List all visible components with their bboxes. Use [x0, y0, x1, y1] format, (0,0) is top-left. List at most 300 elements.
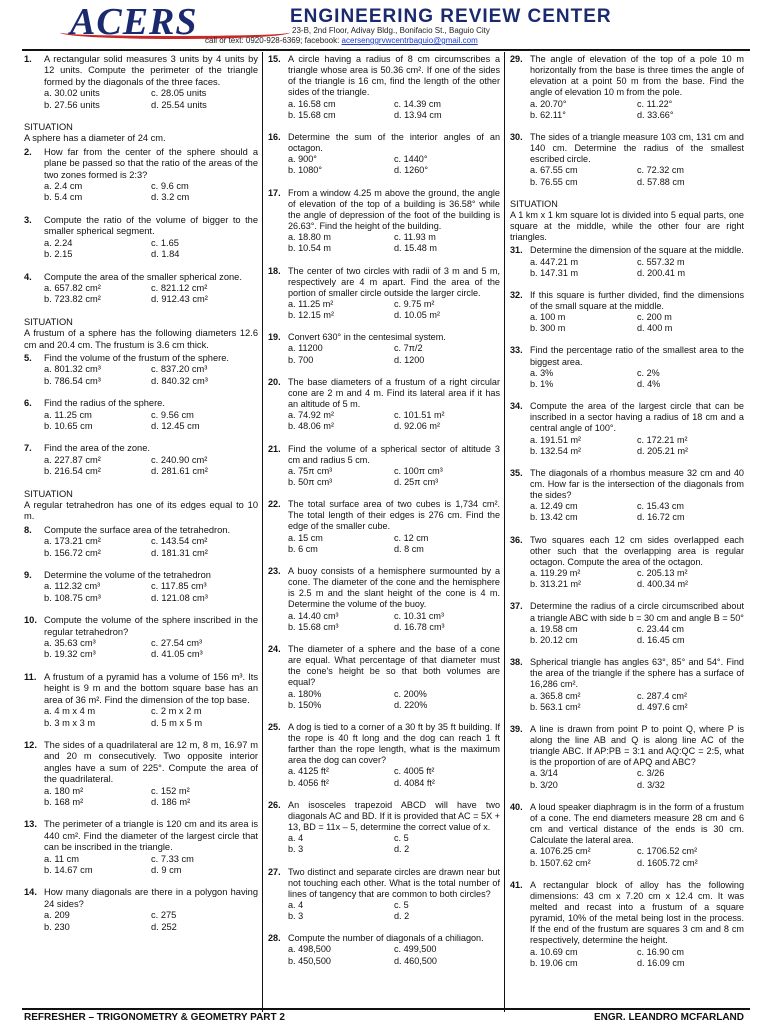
answer-option: a. 18.80 m	[288, 232, 331, 243]
question-item	[24, 570, 258, 604]
answer-option: c. 9.75 m²	[394, 298, 435, 309]
question-text: A buoy consists of a hemisphere surmounted by a cone. The diameter of the cone and the hemisphere is 2.5 m and the slant height of the cone is 4 m. Determine the volume of the buoy.	[288, 565, 500, 610]
answer-option: a. 14.40 cm³	[288, 610, 339, 621]
email-link[interactable]: acersenggrvwcentrbaguio@gmail.com	[341, 36, 478, 45]
answer-option: b. 300 m	[530, 323, 566, 334]
answer-options	[44, 536, 258, 559]
answer-options	[288, 232, 500, 254]
question-item	[268, 800, 500, 856]
situation-text: A 1 km x 1 km square lot is divided into 5 equal parts, one square at the middle, while the other four are right triangles.	[510, 209, 744, 243]
answer-option: d. 33.66°	[637, 109, 674, 120]
question-text: Two distinct and separate circles are drawn near but not touching each other. What is the total number of lines of tangency that are common to both circles?	[288, 866, 500, 899]
answer-option: a. 180%	[288, 688, 322, 699]
question-number: 22.	[268, 499, 281, 510]
answer-option: b. 19.06 cm	[530, 957, 578, 968]
question-text: Spherical triangle has angles 63°, 85° and 54°. Find the area of the triangle if the sphere has a surface of 16,286 cm².	[530, 657, 744, 690]
answer-option: a. 4125 ft²	[288, 766, 329, 777]
question-text: A rectangular block of alloy has the following dimensions: 43 cm x 7.20 cm x 12.4 cm. It was melted and recast into a frustum of a square pyramid, 10% of the metal being lost in the process. If the end of the frustum are squares 3 cm and 8 cm respectively, determine the height.	[530, 879, 744, 946]
answer-option: a. 3/14	[530, 768, 558, 779]
answer-option: c. 205.13 m²	[637, 568, 688, 579]
question-number: 34.	[510, 401, 523, 412]
question-item	[510, 245, 744, 278]
situation-text: A sphere has a diameter of 24 cm.	[24, 133, 166, 144]
answer-option: a. 365.8 cm²	[530, 690, 581, 701]
answer-options	[530, 691, 744, 713]
question-item	[268, 266, 500, 322]
answer-option: d. 13.94 cm	[394, 109, 442, 120]
answer-option: c. 27.54 cm³	[151, 638, 203, 649]
answer-option: d. 121.08 cm³	[151, 592, 208, 603]
answer-option: b. 1%	[530, 378, 554, 389]
answer-option: d. 200.41 m	[637, 267, 686, 278]
answer-option: b. 15.68 cm	[288, 109, 336, 120]
answer-option: a. 11200	[288, 343, 323, 354]
answer-options	[530, 368, 744, 390]
answer-option: b. 168 m²	[44, 796, 84, 807]
answer-option: c. 9.6 cm	[151, 181, 189, 192]
situation-block	[24, 489, 258, 523]
answer-option: c. 12 cm	[394, 532, 429, 543]
question-item	[510, 535, 744, 591]
answer-option: d. 186 m²	[151, 796, 191, 807]
brand-name: ENGINEERING REVIEW CENTER	[290, 6, 612, 27]
question-text: Convert 630° in the centesimal system.	[288, 332, 446, 343]
answer-options	[44, 910, 258, 933]
answer-options	[530, 435, 744, 457]
answer-option: a. 801.32 cm³	[44, 364, 101, 375]
answer-option: b. 2.15	[44, 249, 73, 260]
answer-options	[530, 312, 744, 334]
answer-option: a. 20.70°	[530, 98, 567, 109]
situation-title: SITUATION	[24, 122, 73, 133]
answer-option: d. 3.2 cm	[151, 192, 190, 203]
question-number: 4.	[24, 271, 32, 282]
question-number: 9.	[24, 570, 32, 581]
answer-option: c. 15.43 cm	[637, 501, 685, 512]
answer-option: b. 216.54 cm²	[44, 466, 101, 477]
answer-option: a. 900°	[288, 154, 317, 165]
answer-option: b. 150%	[288, 699, 322, 710]
question-text: The diameter of a sphere and the base of a cone are equal. What percentage of that diameter must the cone's height be so that both volumes are equal?	[288, 643, 500, 688]
answer-option: b. 156.72 cm²	[44, 547, 101, 558]
answer-option: c. 2 m x 2 m	[151, 706, 202, 717]
answer-option: c. 11.22°	[637, 98, 673, 109]
question-item	[268, 54, 500, 121]
answer-option: a. 173.21 cm²	[44, 536, 101, 547]
situation-block	[510, 199, 744, 244]
answer-option: b. 563.1 cm²	[530, 701, 581, 712]
answer-options	[288, 533, 500, 555]
question-number: 13.	[24, 819, 37, 830]
answer-option: c. 72.32 cm	[637, 165, 685, 176]
answer-options	[288, 466, 500, 488]
answer-option: d. 1.84	[151, 249, 180, 260]
question-text: A dog is tied to a corner of a 30 ft by 35 ft building. If the rope is 40 ft long and the dog can reach 1 ft farther than the rope length, what is the maximum area the dog can cover?	[288, 721, 500, 766]
question-text: Compute the surface area of the tetrahedron.	[44, 524, 231, 535]
question-number: 20.	[268, 376, 281, 387]
question-text: Find the area of the zone.	[44, 443, 150, 454]
question-text: If this square is further divided, find the dimensions of the small square at the middle.	[530, 289, 744, 311]
question-item	[24, 215, 258, 261]
answer-option: b. 6 cm	[288, 543, 318, 554]
answer-options	[288, 944, 500, 966]
answer-option: b. 3	[288, 911, 304, 922]
question-text: Determine the dimension of the square at the middle.	[530, 245, 744, 256]
answer-option: d. 16.72 cm	[637, 512, 685, 523]
answer-option: c. 200 m	[637, 312, 672, 323]
answer-option: d. 220%	[394, 699, 428, 710]
question-number: 10.	[24, 615, 37, 626]
question-number: 24.	[268, 643, 281, 654]
question-number: 2.	[24, 146, 32, 157]
answer-option: b. 313.21 m²	[530, 579, 582, 590]
question-text: Determine the volume of the tetrahedron	[44, 570, 211, 581]
answer-option: d. 25π cm³	[394, 477, 439, 487]
answer-option: b. 723.82 cm²	[44, 294, 101, 305]
question-item	[268, 867, 500, 923]
question-number: 5.	[24, 352, 32, 363]
answer-option: c. 837.20 cm³	[151, 364, 208, 375]
question-number: 15.	[268, 54, 281, 64]
answer-option: c. 10.31 cm³	[394, 610, 445, 621]
question-text: An isosceles trapezoid ABCD will have two diagonals AC and BD. If it is provided that AC = 5X + 13, BD = 11x – 5, determine the correct value of x.	[288, 799, 500, 833]
question-number: 31.	[510, 245, 523, 256]
question-item	[268, 444, 500, 489]
question-item	[24, 819, 258, 876]
answer-options	[44, 283, 258, 306]
answer-options	[44, 88, 258, 111]
question-item	[24, 54, 258, 111]
answer-option: d. 281.61 cm²	[151, 466, 208, 477]
answer-option: a. 1076.25 cm²	[530, 846, 591, 857]
question-text: The angle of elevation of the top of a pole 10 m horizontally from the base is three times the angle of elevation at a point 50 m from the base. Find the angle of elevation 10 m from the pole.	[530, 54, 744, 98]
answer-option: c. 11.93 m	[394, 232, 436, 243]
answer-option: a. 4	[288, 900, 304, 910]
question-item	[510, 132, 744, 188]
question-number: 29.	[510, 54, 523, 64]
answer-options	[288, 689, 500, 711]
address-line: 23-B, 2nd Floor, Adivay Bldg., Bonifacio St., Baguio City	[292, 26, 490, 35]
answer-option: a. 191.51 m²	[530, 434, 582, 445]
answer-options	[44, 455, 258, 478]
question-number: 40.	[510, 801, 523, 812]
answer-option: a. 74.92 m²	[288, 410, 334, 421]
question-text: Find the radius of the sphere.	[44, 398, 165, 409]
question-number: 25.	[268, 721, 281, 732]
question-number: 7.	[24, 443, 32, 454]
answer-option: d. 92.06 m²	[394, 421, 440, 432]
answer-option: a. 75π cm³	[288, 465, 333, 476]
column-1	[24, 54, 258, 944]
question-item	[268, 722, 500, 789]
question-item	[24, 615, 258, 661]
question-item	[268, 132, 500, 177]
question-text: Determine the radius of a circle circumscribed about a triangle ABC with side b = 30 cm and angle B = 50°	[530, 601, 744, 623]
answer-options	[530, 165, 744, 187]
question-number: 21.	[268, 443, 281, 454]
answer-option: d. 252	[151, 921, 177, 932]
question-item	[510, 468, 744, 524]
question-text: The total surface area of two cubes is 1,734 cm². The total length of their edges is 276 cm. Find the edge of the smaller cube.	[288, 499, 500, 532]
answer-option: a. 30.02 units	[44, 88, 100, 99]
answer-option: b. 3	[288, 844, 304, 855]
question-number: 41.	[510, 879, 523, 890]
answer-options	[530, 846, 744, 868]
answer-options	[288, 299, 500, 321]
answer-option: c. 240.90 cm²	[151, 454, 208, 465]
answer-option: b. 450,500	[288, 955, 331, 966]
question-number: 38.	[510, 657, 523, 668]
answer-option: d. 912.43 cm²	[151, 294, 208, 305]
question-item	[24, 525, 258, 559]
question-item	[24, 443, 258, 477]
answer-options	[530, 624, 744, 646]
answer-option: d. 1200	[394, 354, 425, 365]
question-text: Compute the volume of the sphere inscribed in the regular tetrahedron?	[44, 615, 258, 637]
answer-option: d. 2	[394, 844, 410, 855]
answer-option: a. 119.29 m²	[530, 568, 581, 579]
question-number: 14.	[24, 887, 37, 898]
answer-option: d. 4084 ft²	[394, 777, 435, 788]
question-text: Compute the area of the largest circle that can be inscribed in a sector having a radius of 18 cm and a central angle of 100°.	[530, 401, 744, 434]
answer-options	[288, 611, 500, 633]
question-item	[510, 401, 744, 457]
question-item	[510, 345, 744, 390]
question-number: 36.	[510, 534, 523, 545]
question-item	[510, 802, 744, 869]
question-number: 39.	[510, 723, 523, 734]
column-2	[268, 54, 500, 978]
question-number: 11.	[24, 671, 37, 682]
answer-option: a. 11.25 cm	[44, 409, 92, 420]
answer-option: c. 1.65	[151, 237, 179, 248]
answer-options	[288, 99, 500, 121]
question-item	[24, 147, 258, 204]
question-number: 37.	[510, 601, 523, 612]
answer-option: d. 41.05 cm³	[151, 649, 203, 660]
answer-option: d. 5 m x 5 m	[151, 717, 203, 728]
question-number: 17.	[268, 187, 281, 198]
question-text: Compute the ratio of the volume of bigger to the smaller spherical segment.	[44, 214, 258, 237]
answer-option: d. 497.6 cm²	[637, 701, 688, 712]
question-number: 19.	[268, 332, 281, 343]
answer-option: d. 9 cm	[151, 864, 182, 875]
answer-option: d. 1605.72 cm²	[637, 857, 698, 868]
question-number: 26.	[268, 799, 281, 810]
answer-option: a. 2.24	[44, 237, 73, 248]
question-item	[268, 332, 500, 365]
answer-option: d. 10.05 m²	[394, 310, 440, 321]
answer-options	[530, 568, 744, 590]
question-number: 32.	[510, 289, 523, 300]
answer-option: c. 499,500	[394, 944, 437, 955]
contact-line	[205, 36, 478, 45]
answer-options	[44, 706, 258, 729]
answer-option: b. 147.31 m	[530, 267, 579, 278]
header-rule	[22, 49, 750, 51]
answer-option: c. 14.39 cm	[394, 98, 442, 109]
answer-option: c. 200%	[394, 688, 427, 699]
situation-title: SITUATION	[24, 488, 73, 499]
answer-option: b. 230	[44, 921, 70, 932]
question-number: 8.	[24, 524, 32, 535]
question-text: A circle having a radius of 8 cm circumscribes a triangle whose area is 50.36 cm². If one of the sides of the triangle is 16 cm, find the length of the other sides of the triangle.	[288, 54, 500, 98]
answer-option: c. 16.90 cm	[637, 946, 685, 957]
question-text: The sides of a quadrilateral are 12 m, 8 m, 16.97 m and 20 m consecutively. Two opposite interior angles have a sum of 225°. Compute the area of the quadrilateral.	[44, 739, 258, 785]
answer-option: c. 7π/2	[394, 343, 423, 354]
answer-option: c. 152 m²	[151, 785, 190, 796]
answer-option: c. 1440°	[394, 154, 428, 165]
answer-option: b. 13.42 cm	[530, 512, 578, 523]
answer-option: c. 9.56 cm	[151, 409, 194, 420]
footer-rule	[22, 1008, 750, 1010]
answer-option: c. 23.44 cm	[637, 623, 685, 634]
question-number: 3.	[24, 214, 32, 225]
question-text: From a window 4.25 m above the ground, the angle of elevation of the top of a building is 36.58° while the angle of depression of the foot of the building is 26.63°. Find the height of the building.	[288, 187, 500, 232]
question-item	[510, 290, 744, 335]
answer-option: b. 786.54 cm³	[44, 375, 101, 386]
answer-option: a. 447.21 m	[530, 256, 579, 267]
answer-option: a. 12.49 cm	[530, 501, 578, 512]
contact-text: call or text: 0920-928-6369; facebook:	[205, 36, 340, 45]
answer-options	[530, 257, 744, 279]
question-item	[268, 499, 500, 555]
question-item	[24, 740, 258, 808]
answer-option: c. 1706.52 cm²	[637, 846, 698, 857]
question-number: 1.	[24, 54, 32, 64]
answer-option: d. 4%	[637, 378, 661, 389]
answer-option: a. 209	[44, 910, 70, 921]
answer-option: c. 172.21 m²	[637, 434, 688, 445]
answer-options	[530, 501, 744, 523]
answer-option: a. 16.58 cm	[288, 98, 336, 109]
page-header	[0, 0, 768, 46]
question-text: The diagonals of a rhombus measure 32 cm and 40 cm. How far is the intersection of the diagonals from the sides?	[530, 467, 744, 501]
answer-option: d. 3/32	[637, 779, 665, 790]
question-item	[510, 601, 744, 646]
answer-option: d. 840.32 cm³	[151, 375, 208, 386]
answer-option: d. 205.21 m²	[637, 445, 689, 456]
answer-option: a. 3%	[530, 367, 554, 378]
answer-option: b. 19.32 cm³	[44, 649, 96, 660]
question-text: Find the volume of the frustum of the sphere.	[44, 352, 230, 363]
answer-options	[44, 364, 258, 387]
answer-option: c. 143.54 cm²	[151, 536, 208, 547]
answer-option: a. 657.82 cm²	[44, 282, 101, 293]
answer-options	[44, 638, 258, 661]
question-item	[510, 724, 744, 791]
question-text: The base diameters of a frustum of a right circular cone are 2 m and 4 m. Find its lateral area if it has an altitude of 5 m.	[288, 376, 500, 410]
situation-title: SITUATION	[510, 198, 558, 209]
question-text: A rectangular solid measures 3 units by 4 units by 12 units. Compute the perimeter of the triangle formed by the diagonals of the three faces.	[44, 54, 258, 87]
question-text: Find the volume of a spherical sector of altitude 3 cm and radius 5 cm.	[288, 443, 500, 465]
question-number: 23.	[268, 565, 281, 576]
situation-text: A regular tetrahedron has one of its edges equal to 10 m.	[24, 500, 258, 522]
situation-title: SITUATION	[24, 316, 73, 327]
question-item	[510, 880, 744, 969]
column-divider-1	[262, 52, 263, 1012]
answer-option: a. 15 cm	[288, 532, 323, 543]
question-number: 30.	[510, 131, 523, 142]
answer-option: b. 10.54 m	[288, 243, 331, 254]
question-number: 16.	[268, 131, 281, 142]
question-text: The sides of a triangle measure 103 cm, 131 cm and 140 cm. Determine the radius of the smallest escribed circle.	[530, 131, 744, 165]
answer-option: b. 62.11°	[530, 109, 566, 120]
answer-option: a. 100 m	[530, 312, 566, 323]
question-number: 6.	[24, 398, 32, 409]
question-text: A frustum of a pyramid has a volume of 156 m³. Its height is 9 m and the bottom square base has an area of 36 m². Find the dimension of the top base.	[44, 671, 258, 705]
situation-block	[24, 317, 258, 351]
question-item	[268, 566, 500, 633]
answer-option: a. 180 m²	[44, 785, 84, 796]
situation-text: A frustum of a sphere has the following diameters 12.6 cm and 20.4 cm. The frustum is 3.6 cm thick.	[24, 328, 258, 350]
question-item	[268, 933, 500, 966]
question-number: 33.	[510, 345, 523, 356]
answer-options	[288, 900, 500, 922]
answer-option: c. 557.32 m	[637, 256, 685, 267]
answer-option: d. 15.48 m	[394, 243, 437, 254]
answer-option: a. 11 cm	[44, 853, 79, 864]
answer-option: c. 821.12 cm²	[151, 282, 208, 293]
answer-option: d. 2	[394, 911, 410, 922]
answer-option: a. 19.58 cm	[530, 623, 578, 634]
answer-options	[530, 99, 744, 121]
answer-option: d. 460,500	[394, 955, 437, 966]
answer-option: a. 4 m x 4 m	[44, 706, 96, 717]
answer-option: a. 2.4 cm	[44, 181, 83, 192]
answer-option: b. 4056 ft²	[288, 777, 329, 788]
answer-option: c. 287.4 cm²	[637, 690, 688, 701]
answer-option: a. 35.63 cm³	[44, 638, 96, 649]
question-item	[268, 188, 500, 255]
answer-options	[44, 854, 258, 877]
answer-option: a. 10.69 cm	[530, 946, 578, 957]
question-item	[268, 644, 500, 711]
answer-option: b. 14.67 cm	[44, 864, 93, 875]
answer-option: d. 16.78 cm³	[394, 621, 445, 632]
answer-option: c. 4005 ft²	[394, 766, 435, 777]
answer-option: a. 4	[288, 833, 304, 844]
answer-option: c. 100π cm³	[394, 465, 443, 476]
situation-block	[24, 122, 258, 145]
answer-option: b. 15.68 cm³	[288, 621, 339, 632]
answer-option: b. 50π cm³	[288, 477, 333, 487]
answer-option: b. 108.75 cm³	[44, 592, 101, 603]
answer-option: b. 3 m x 3 m	[44, 717, 96, 728]
answer-option: a. 112.32 cm³	[44, 581, 101, 592]
question-text: Find the percentage ratio of the smallest area to the biggest area.	[530, 345, 744, 367]
answer-option: c. 5	[394, 900, 409, 910]
question-text: Compute the number of diagonals of a chiliagon.	[288, 933, 484, 944]
question-item	[24, 398, 258, 432]
answer-options	[44, 181, 258, 204]
answer-option: c. 7.33 cm	[151, 853, 194, 864]
question-number: 12.	[24, 739, 37, 750]
answer-option: d. 8 cm	[394, 543, 424, 554]
answer-option: b. 1080°	[288, 165, 322, 176]
answer-option: a. 227.87 cm²	[44, 454, 101, 465]
answer-option: c. 2%	[637, 367, 660, 378]
answer-option: a. 498,500	[288, 944, 331, 955]
answer-option: d. 16.45 cm	[637, 634, 685, 645]
answer-option: d. 25.54 units	[151, 99, 207, 110]
answer-option: c. 101.51 m²	[394, 410, 445, 421]
footer-author: ENGR. LEANDRO MCFARLAND	[594, 1012, 744, 1023]
answer-option: b. 1507.62 cm²	[530, 857, 591, 868]
answer-options	[44, 238, 258, 261]
question-number: 35.	[510, 467, 523, 478]
question-item	[24, 272, 258, 306]
